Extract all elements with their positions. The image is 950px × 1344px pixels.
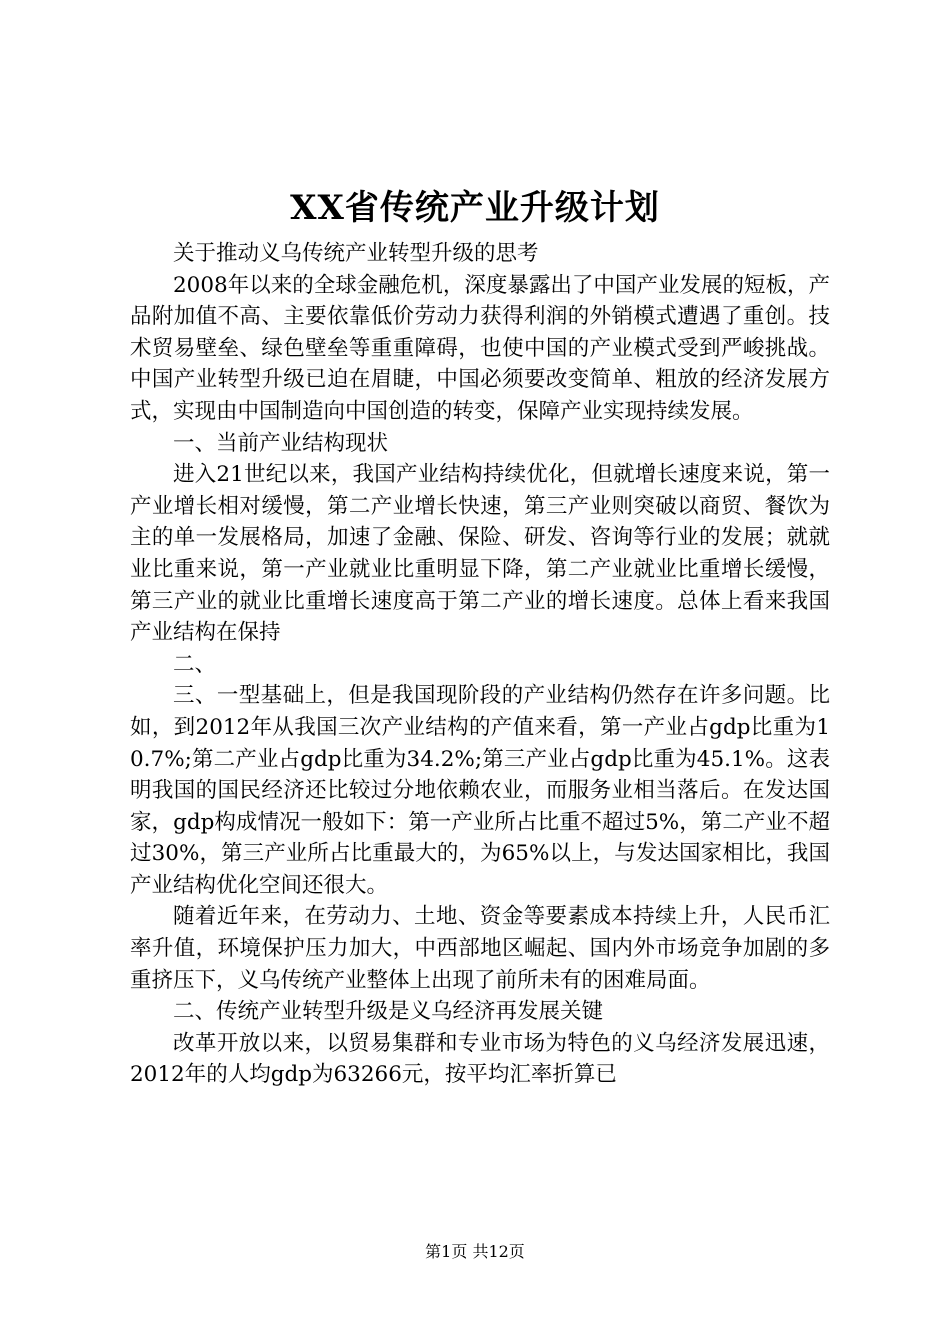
paragraph: 2008年以来的全球金融危机，深度暴露出了中国产业发展的短板，产品附加值不高、主要依靠低价劳动力获得利润的外销模式遭遇了重创。技术贸易壁垒、绿色壁垒等重重障碍，也使中国的产业模式受到严峻挑战。中国产业转型升级已迫在眉睫，中国必须要改变简单、粗放的经济发展方式，实现由中国制造向中国创造的转变，保障产业实现持续发展。	[130, 272, 830, 424]
page-footer: 第1页 共12页	[425, 1242, 525, 1261]
paragraph-subtitle: 关于推动义乌传统产业转型升级的思考	[173, 241, 539, 266]
paragraph: 随着近年来，在劳动力、土地、资金等要素成本持续上升，人民币汇率升值，环境保护压力加大，中西部地区崛起、国内外市场竞争加剧的多重挤压下，义乌传统产业整体上出现了前所未有的困难局面。	[130, 904, 830, 993]
section-heading: 一、当前产业结构现状	[173, 430, 389, 456]
document-body	[130, 238, 830, 1091]
paragraph: 三、一型基础上，但是我国现阶段的产业结构仍然存在许多问题。比如，到2012年从我国三次产业结构的产值来看，第一产业占gdp比重为10.7%;第二产业占gdp比重为34.2%;第三产业占gdp比重为45.1%。这表明我国的国民经济还比较过分地依赖农业，而服务业相当落后。在发达国家，gdp构成情况一般如下：第一产业所占比重不超过5%，第二产业不超过30%，第三产业所占比重最大的，为65%以上，与发达国家相比，我国产业结构优化空间还很大。	[130, 683, 830, 898]
paragraph: 进入21世纪以来，我国产业结构持续优化，但就增长速度来说，第一产业增长相对缓慢，第二产业增长快速，第三产业则突破以商贸、餐饮为主的单一发展格局，加速了金融、保险、研发、咨询等行业的发展；就就业比重来说，第一产业就业比重明显下降，第二产业就业比重增长缓慢，第三产业的就业比重增长速度高于第二产业的增长速度。总体上看来我国产业结构在保持	[130, 462, 830, 646]
paragraph: 改革开放以来，以贸易集群和专业市场为特色的义乌经济发展迅速，2012年的人均gdp为63266元，按平均汇率折算已	[130, 1030, 830, 1088]
document-title: XX省传统产业升级计划	[290, 188, 660, 228]
section-heading: 二、	[173, 651, 217, 677]
section-heading: 二、传统产业转型升级是义乌经济再发展关键	[173, 999, 604, 1025]
